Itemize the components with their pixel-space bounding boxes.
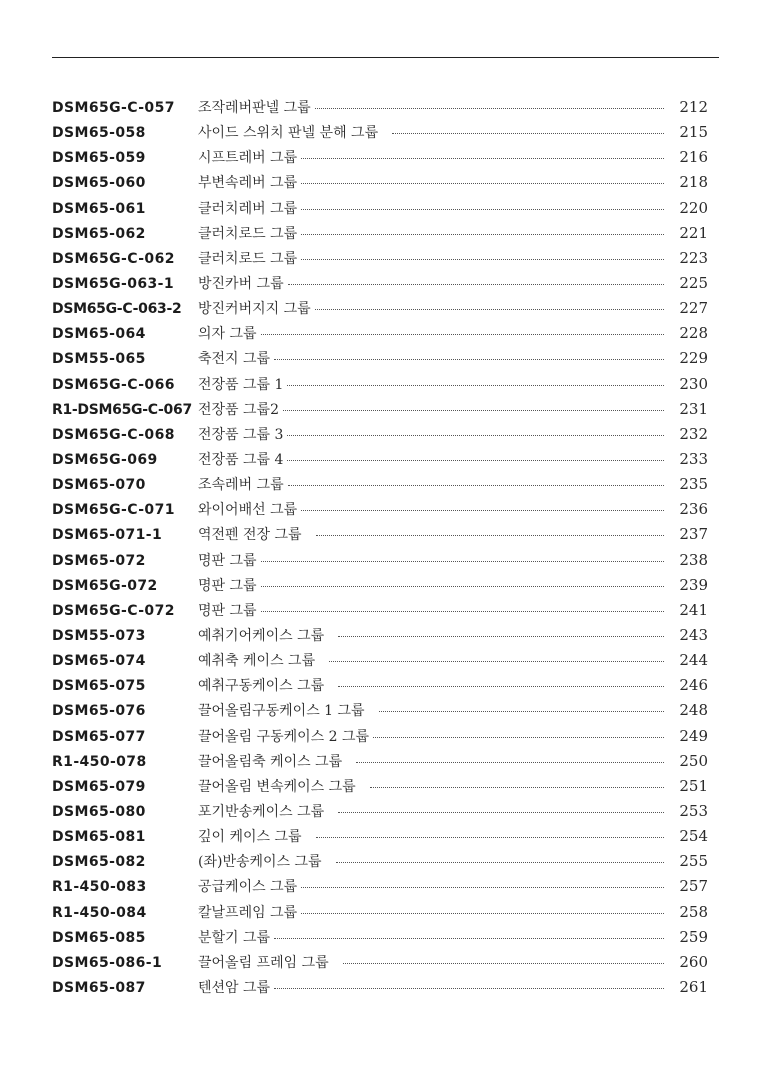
- section-title: 전장품 그룹 3: [198, 426, 284, 443]
- part-code: DSM65G-C-072: [52, 602, 175, 619]
- dot-leader: [274, 988, 664, 989]
- section-title: 끌어올림 프레임 그룹: [198, 954, 329, 971]
- part-code: DSM65G-C-068: [52, 426, 175, 443]
- section-title: 예취기어케이스 그룹: [198, 627, 325, 644]
- part-code: DSM65G-C-063-2: [52, 301, 182, 318]
- page-number: 225: [679, 273, 708, 292]
- page-number: 251: [679, 776, 708, 795]
- section-title: 조작레버판넬 그룹: [198, 100, 311, 116]
- toc-entry[interactable]: [52, 248, 708, 273]
- toc-entry[interactable]: [52, 927, 708, 952]
- toc-entry[interactable]: [52, 751, 708, 776]
- page-number: 218: [679, 173, 708, 192]
- dot-leader: [338, 636, 664, 637]
- dot-leader: [392, 133, 664, 134]
- page-number: 235: [679, 475, 708, 494]
- section-title: 포기반송케이스 그룹: [198, 803, 325, 820]
- part-code: DSM65-061: [52, 200, 146, 217]
- dot-leader: [301, 183, 664, 184]
- section-title: 텐션암 그룹: [198, 979, 271, 996]
- toc-entry[interactable]: [52, 424, 708, 449]
- toc-entry[interactable]: [52, 122, 708, 147]
- dot-leader: [301, 510, 664, 511]
- toc-entry[interactable]: [52, 952, 708, 977]
- page-number: 236: [679, 500, 708, 519]
- part-code: R1-450-078: [52, 753, 147, 770]
- part-code: DSM65G-069: [52, 451, 158, 468]
- part-code: DSM55-073: [52, 627, 146, 644]
- section-title: 조속레버 그룹: [198, 477, 284, 494]
- dot-leader: [301, 259, 664, 260]
- toc-entry[interactable]: [52, 550, 708, 575]
- toc-entry[interactable]: [52, 374, 708, 399]
- toc-entry[interactable]: [52, 600, 708, 625]
- page-number: 255: [679, 852, 708, 871]
- dot-leader: [261, 611, 664, 612]
- section-title: 끌어올림축 케이스 그룹: [198, 753, 343, 770]
- section-title: 끌어올림구동케이스 1 그룹: [198, 703, 365, 720]
- toc-entry[interactable]: [52, 223, 708, 248]
- dot-leader: [301, 913, 664, 914]
- dot-leader: [373, 737, 664, 738]
- toc-entry[interactable]: [52, 198, 708, 223]
- dot-leader: [287, 385, 664, 386]
- part-code: DSM65-072: [52, 552, 146, 569]
- part-code: DSM65-076: [52, 703, 146, 720]
- section-title: 방진카버 그룹: [198, 275, 284, 292]
- dot-leader: [261, 561, 664, 562]
- section-title: 분할기 그룹: [198, 929, 271, 946]
- part-code: DSM65-081: [52, 829, 146, 846]
- page-number: 228: [679, 324, 708, 343]
- section-title: 끌어올림 구동케이스 2 그룹: [198, 728, 370, 745]
- section-title: 전장품 그룹 4: [198, 451, 284, 468]
- part-code: DSM65-086-1: [52, 954, 163, 971]
- part-code: DSM65-062: [52, 225, 146, 242]
- page-number: 229: [679, 349, 708, 368]
- toc-entry[interactable]: [52, 776, 708, 801]
- page-number: 249: [679, 726, 708, 745]
- toc-entry[interactable]: [52, 801, 708, 826]
- table-of-contents: [52, 97, 708, 1002]
- dot-leader: [288, 485, 664, 486]
- section-title: 예취축 케이스 그룹: [198, 653, 316, 670]
- part-code: DSM65-074: [52, 653, 146, 670]
- section-title: 와이어배선 그룹: [198, 502, 298, 519]
- part-code: DSM65-075: [52, 678, 146, 695]
- toc-entry[interactable]: [52, 273, 708, 298]
- part-code: DSM65G-C-062: [52, 250, 175, 267]
- part-code: DSM65-085: [52, 929, 146, 946]
- dot-leader: [315, 309, 664, 310]
- toc-entry[interactable]: [52, 700, 708, 725]
- dot-leader: [379, 711, 664, 712]
- dot-leader: [338, 686, 664, 687]
- toc-entry[interactable]: [52, 323, 708, 348]
- dot-leader: [274, 359, 664, 360]
- part-code: DSM65-071-1: [52, 527, 163, 544]
- section-title: 명판 그룹: [198, 602, 257, 619]
- page-number: 248: [679, 701, 708, 720]
- page-number: 241: [679, 600, 708, 619]
- toc-entry[interactable]: [52, 876, 708, 901]
- toc-entry[interactable]: [52, 499, 708, 524]
- dot-leader: [338, 812, 664, 813]
- dot-leader: [283, 410, 664, 411]
- dot-leader: [301, 209, 664, 210]
- toc-entry[interactable]: [52, 675, 708, 700]
- section-title: 방진커버지지 그룹: [198, 301, 311, 318]
- section-title: 칼날프레임 그룹: [198, 904, 298, 921]
- part-code: R1-450-083: [52, 879, 147, 896]
- section-title: 명판 그룹: [198, 552, 257, 569]
- page-number: 220: [679, 198, 708, 217]
- toc-entry[interactable]: [52, 826, 708, 851]
- toc-entry[interactable]: [52, 449, 708, 474]
- dot-leader: [316, 535, 664, 536]
- section-title: 공급케이스 그룹: [198, 879, 298, 896]
- page-number: 254: [679, 827, 708, 846]
- section-title: 의자 그룹: [198, 326, 257, 343]
- toc-entry[interactable]: [52, 97, 708, 122]
- page-number: 212: [679, 98, 708, 116]
- page-number: 230: [679, 374, 708, 393]
- section-title: 끌어올림 변속케이스 그룹: [198, 778, 356, 795]
- part-code: DSM65-082: [52, 854, 146, 871]
- dot-leader: [370, 787, 664, 788]
- page-number: 215: [679, 123, 708, 142]
- toc-entry[interactable]: [52, 902, 708, 927]
- toc-entry[interactable]: [52, 977, 708, 1002]
- dot-leader: [288, 284, 664, 285]
- section-title: 부변속레버 그룹: [198, 175, 298, 192]
- page-number: 257: [679, 877, 708, 896]
- part-code: DSM65-059: [52, 150, 146, 167]
- dot-leader: [301, 887, 664, 888]
- page-number: 239: [679, 575, 708, 594]
- section-title: 클러치로드 그룹: [198, 250, 298, 267]
- toc-entry[interactable]: [52, 625, 708, 650]
- toc-entry[interactable]: [52, 650, 708, 675]
- dot-leader: [261, 334, 664, 335]
- dot-leader: [336, 862, 664, 863]
- page-number: 237: [679, 525, 708, 544]
- section-title: 역전펜 전장 그룹: [198, 527, 302, 544]
- part-code: DSM65-080: [52, 803, 146, 820]
- toc-entry[interactable]: [52, 399, 708, 424]
- part-code: DSM65-060: [52, 175, 146, 192]
- page-number: 227: [679, 299, 708, 318]
- page-number: 232: [679, 424, 708, 443]
- section-title: 예취구동케이스 그룹: [198, 678, 325, 695]
- toc-entry[interactable]: [52, 172, 708, 197]
- part-code: R1-450-084: [52, 904, 147, 921]
- toc-entry[interactable]: [52, 851, 708, 876]
- page-number: 223: [679, 248, 708, 267]
- page-number: 258: [679, 902, 708, 921]
- toc-entry[interactable]: [52, 298, 708, 323]
- section-title: 명판 그룹: [198, 577, 257, 594]
- part-code: DSM65-058: [52, 125, 146, 142]
- page-number: 246: [679, 676, 708, 695]
- part-code: R1-DSM65G-C-067: [52, 401, 192, 418]
- dot-leader: [343, 963, 664, 964]
- part-code: DSM65-077: [52, 728, 146, 745]
- dot-leader: [356, 762, 664, 763]
- part-code: DSM65-070: [52, 477, 146, 494]
- toc-entry[interactable]: [52, 474, 708, 499]
- page-number: 231: [679, 399, 708, 418]
- section-title: 클러치로드 그룹: [198, 225, 298, 242]
- dot-leader: [287, 435, 664, 436]
- part-code: DSM65-064: [52, 326, 146, 343]
- part-code: DSM65G-C-057: [52, 100, 175, 116]
- page-number: 253: [679, 801, 708, 820]
- part-code: DSM65-079: [52, 778, 146, 795]
- section-title: (좌)반송케이스 그룹: [198, 854, 322, 871]
- section-title: 사이드 스위치 판넬 분해 그룹: [198, 125, 379, 142]
- part-code: DSM65G-C-066: [52, 376, 175, 393]
- dot-leader: [274, 938, 664, 939]
- toc-entry[interactable]: [52, 524, 708, 549]
- section-title: 전장품 그룹2: [198, 401, 279, 418]
- page-number: 233: [679, 449, 708, 468]
- page-number: 243: [679, 625, 708, 644]
- dot-leader: [315, 108, 664, 109]
- part-code: DSM65G-072: [52, 577, 158, 594]
- section-title: 깊이 케이스 그룹: [198, 829, 302, 846]
- dot-leader: [261, 586, 664, 587]
- page-number: 238: [679, 550, 708, 569]
- page-number: 260: [679, 952, 708, 971]
- toc-entry[interactable]: [52, 726, 708, 751]
- toc-entry[interactable]: [52, 348, 708, 373]
- section-title: 시프트레버 그룹: [198, 150, 298, 167]
- dot-leader: [301, 234, 664, 235]
- page-number: 244: [679, 651, 708, 670]
- section-title: 축전지 그룹: [198, 351, 271, 368]
- part-code: DSM55-065: [52, 351, 146, 368]
- dot-leader: [301, 158, 664, 159]
- page-number: 259: [679, 927, 708, 946]
- part-code: DSM65-087: [52, 979, 146, 996]
- part-code: DSM65G-063-1: [52, 275, 174, 292]
- page-number: 250: [679, 751, 708, 770]
- page-number: 216: [679, 148, 708, 167]
- toc-entry[interactable]: [52, 575, 708, 600]
- header-rule: [52, 57, 719, 58]
- dot-leader: [287, 460, 664, 461]
- page-number: 221: [679, 223, 708, 242]
- toc-entry[interactable]: [52, 147, 708, 172]
- section-title: 전장품 그룹 1: [198, 376, 284, 393]
- part-code: DSM65G-C-071: [52, 502, 175, 519]
- page-number: 261: [679, 977, 708, 996]
- dot-leader: [329, 661, 664, 662]
- dot-leader: [316, 837, 664, 838]
- section-title: 클러치레버 그룹: [198, 200, 298, 217]
